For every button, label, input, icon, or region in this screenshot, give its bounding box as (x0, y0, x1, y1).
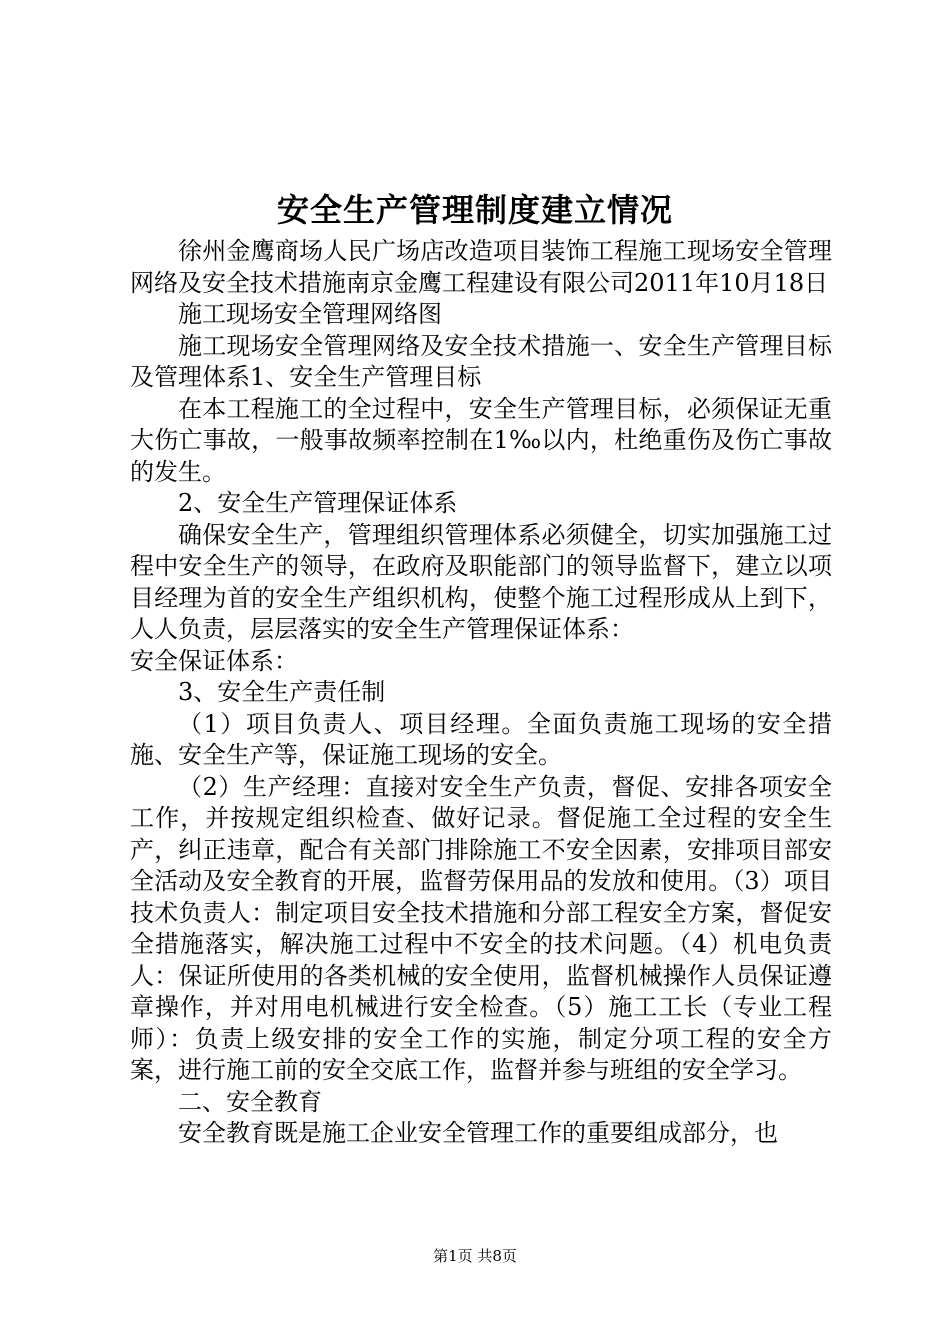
paragraph-guarantee-heading: 2、安全生产管理保证体系 (178, 489, 458, 517)
paragraph-education: 安全教育既是施工企业安全管理工作的重要组成部分，也 (178, 1119, 778, 1147)
document-title: 安全生产管理制度建立情况 (276, 191, 673, 229)
paragraph-responsibility-heading: 3、安全生产责任制 (178, 678, 386, 706)
paragraph-guarantee-label: 安全保证体系： (130, 646, 298, 675)
paragraph-safety-goal: 在本工程施工的全过程中，安全生产管理目标，必须保证无重大伤亡事故，一般事故频率控制在1‰以内，杜绝重伤及伤亡事故的发生。 (130, 394, 832, 486)
paragraph-network-diagram: 施工现场安全管理网络图 (178, 300, 442, 328)
paragraph-safety-goal-heading: 施工现场安全管理网络及安全技术措施一、安全生产管理目标及管理体系1、安全生产管理目标 (130, 331, 832, 391)
paragraph-responsibilities: （2）生产经理：直接对安全生产负责，督促、安排各项安全工作，并按规定组织检查、做好记录。督促施工全过程的安全生产，纠正违章，配合有关部门排除施工不安全因素，安排项目部安全活动及安全教育的开展，监督劳保用品的发放和使用。（3）项目技术负责人：制定项目安全技术措施和分部工程安全方案，督促安全措施落实，解决施工过程中不安全的技术问题。（4）机电负责人：保证所使用的各类机械的安全使用，监督机械操作人员保证遵章操作，并对用电机械进行安全检查。（5）施工工长（专业工程师）：负责上级安排的安全工作的实施，制定分项工程的安全方案，进行施工前的安全交底工作，监督并参与班组的安全学习。 (130, 772, 832, 1084)
paragraph-project-manager: （1）项目负责人、项目经理。全面负责施工现场的安全措施、安全生产等，保证施工现场的安全。 (130, 709, 832, 769)
paragraph-project-header: 徐州金鹰商场人民广场店改造项目装饰工程施工现场安全管理网络及安全技术措施南京金鹰工程建设有限公司2011年10月18日 (130, 237, 832, 297)
document-body (130, 236, 832, 1150)
paragraph-guarantee-system: 确保安全生产，管理组织管理体系必须健全，切实加强施工过程中安全生产的领导，在政府及职能部门的领导监督下，建立以项目经理为首的安全生产组织机构，使整个施工过程形成从上到下，人人负责，层层落实的安全生产管理保证体系： (130, 520, 832, 643)
paragraph-education-heading: 二、安全教育 (178, 1087, 322, 1116)
page-footer: 第1页 共8页 (433, 1247, 517, 1265)
